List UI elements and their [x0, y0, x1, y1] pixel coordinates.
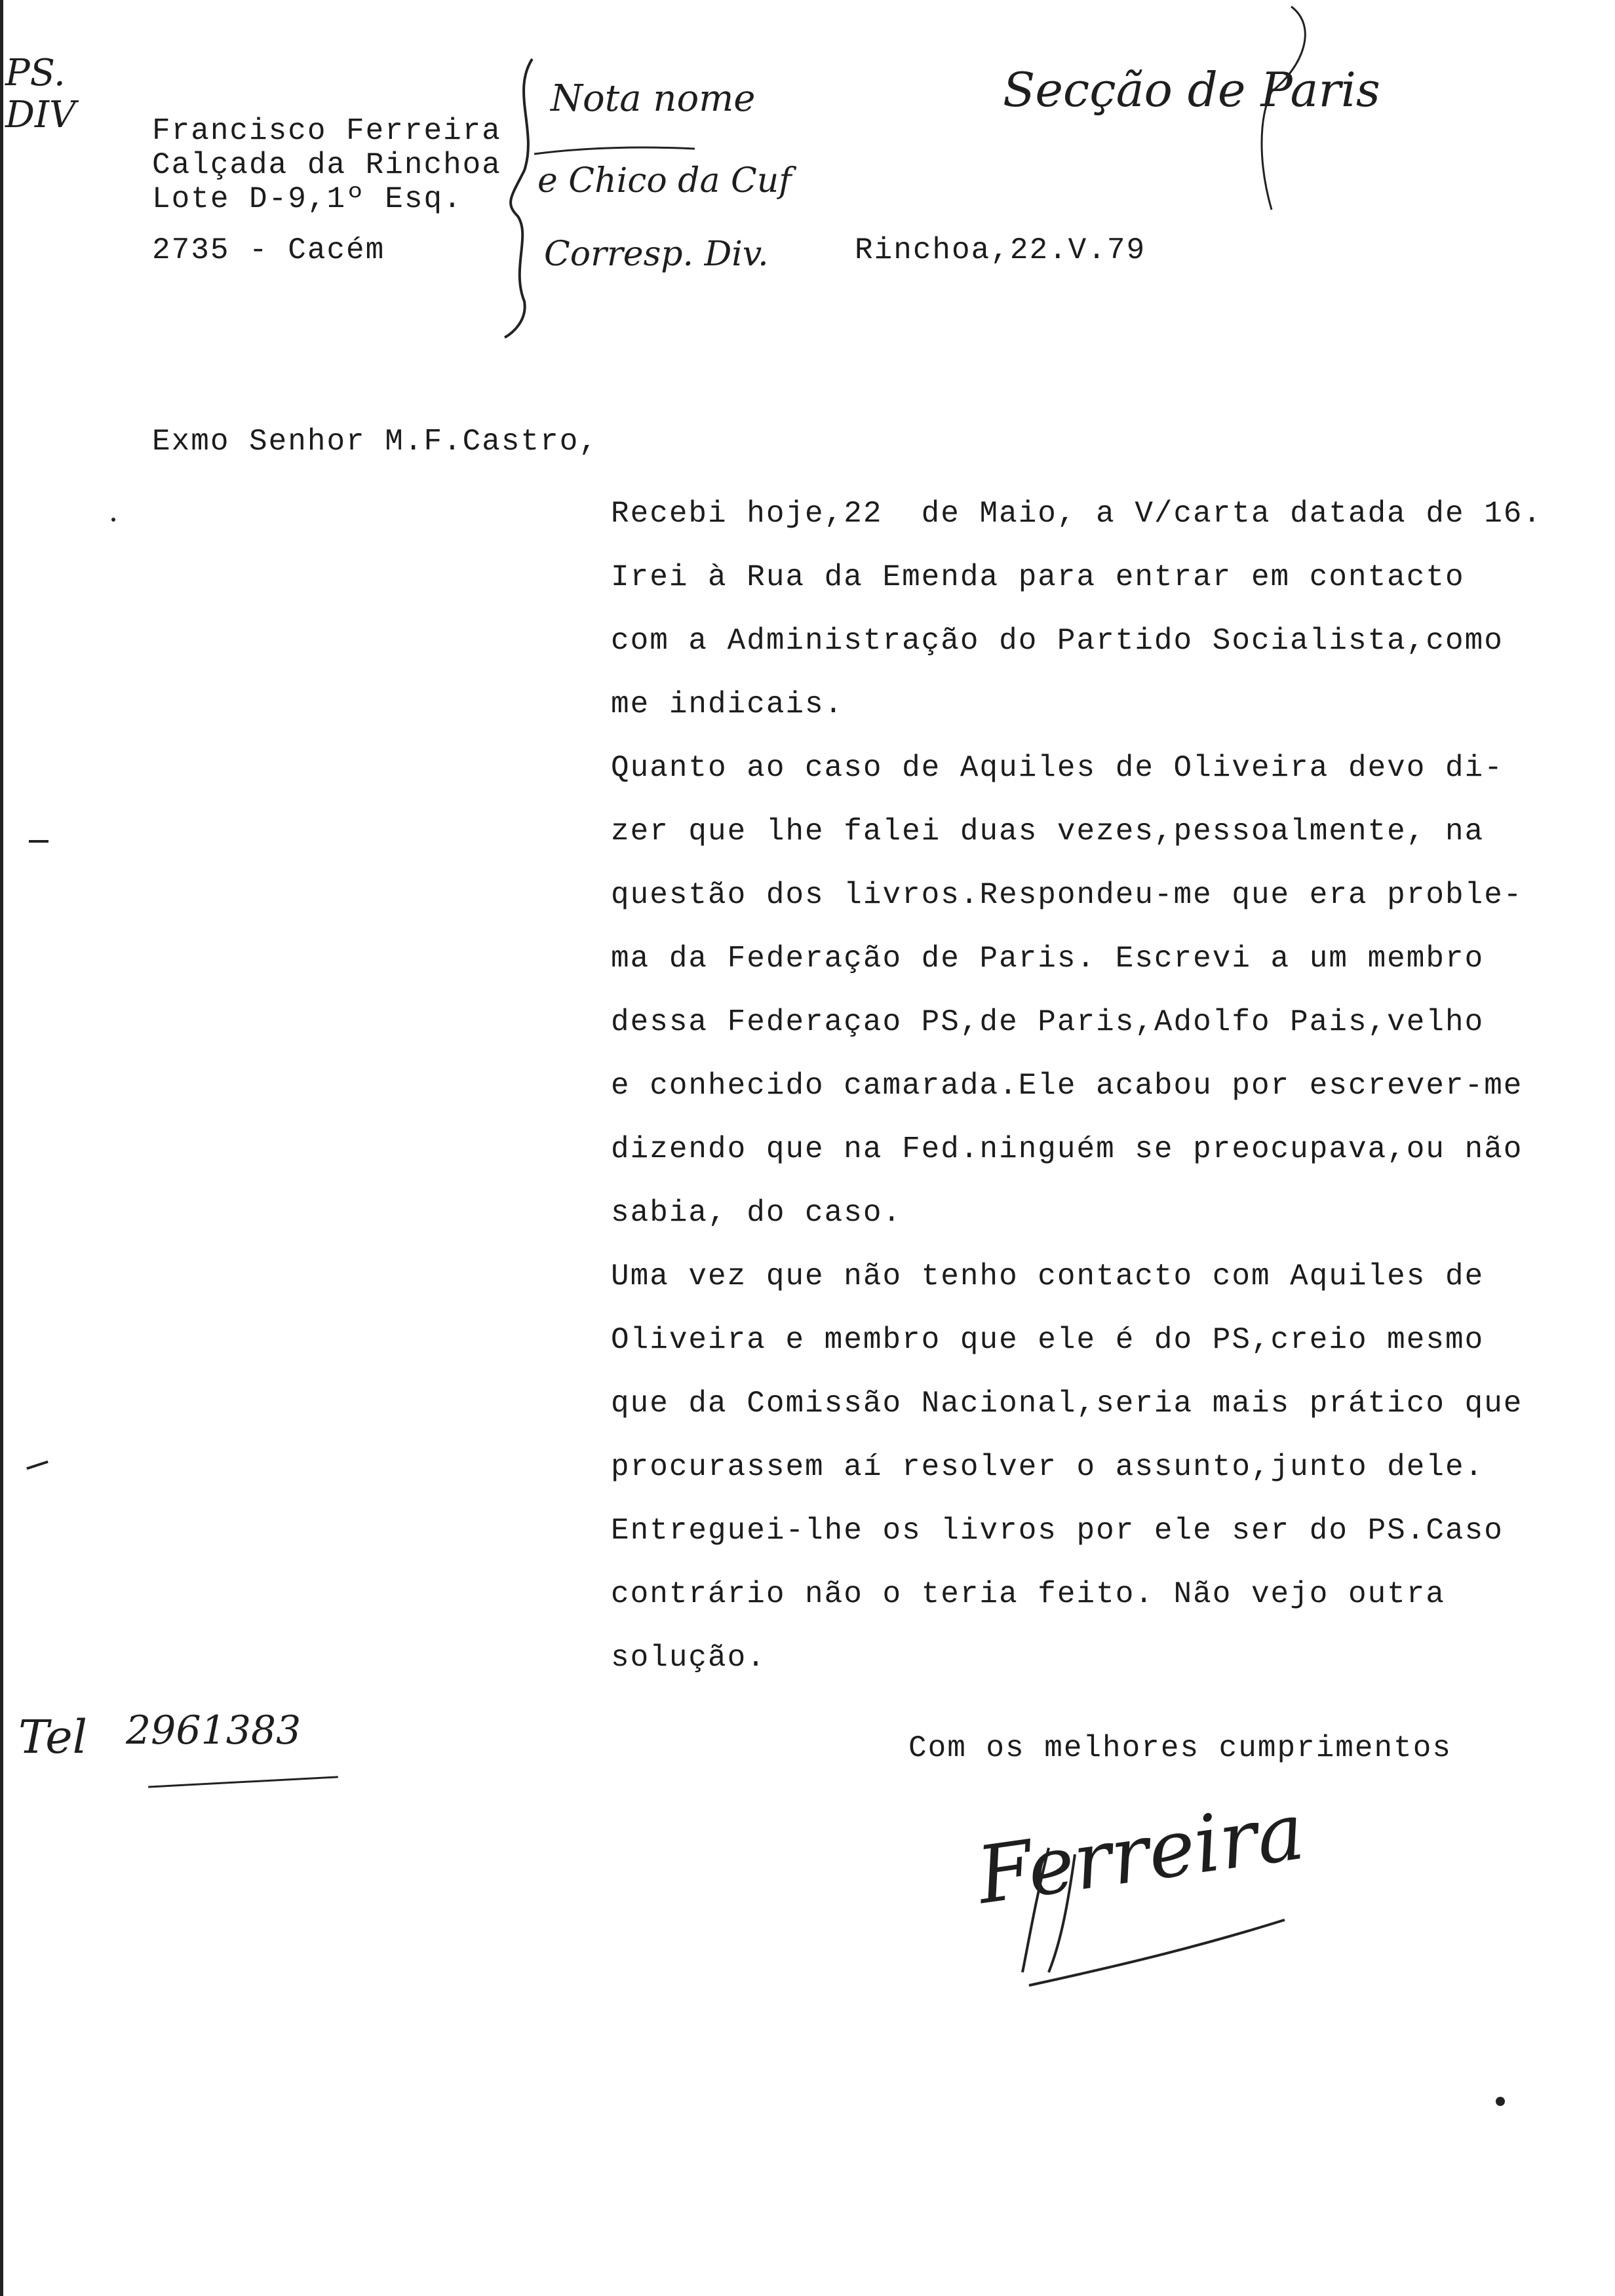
- sender-postal: 2735 - Cacém: [152, 233, 385, 267]
- body-line: Uma vez que não tenho contacto com Aquiles de: [611, 1259, 1485, 1293]
- body-line: ma da Federação de Paris. Escrevi a um membro: [611, 942, 1485, 976]
- body-line: dessa Federaçao PS,de Paris,Adolfo Pais,velho: [611, 1005, 1485, 1039]
- section-paris-note: Secção de Paris: [1003, 62, 1380, 117]
- body-line: com a Administração do Partido Socialista,como: [611, 624, 1504, 658]
- body-line: dizendo que na Fed.ninguém se preocupava,ou não: [611, 1132, 1523, 1166]
- margin-dot: [111, 518, 115, 522]
- body-line: me indicais.: [611, 687, 844, 721]
- body-line: Entreguei-lhe os livros por ele ser do PS.Caso: [611, 1514, 1504, 1548]
- body-line: sabia, do caso.: [611, 1196, 903, 1230]
- place-date: Rinchoa,22.V.79: [855, 233, 1146, 267]
- body-line: Quanto ao caso de Aquiles de Oliveira devo di-: [611, 751, 1504, 785]
- page-edge: [0, 0, 3, 2296]
- body-line: zer que lhe falei duas vezes,pessoalmente, na: [611, 814, 1485, 849]
- salutation: Exmo Senhor M.F.Castro,: [152, 425, 598, 459]
- tel-number: 2961383: [126, 1708, 302, 1753]
- body-line: contrário não o teria feito. Não vejo outra: [611, 1577, 1445, 1611]
- note-name: Nota nome: [551, 77, 756, 120]
- corner-annotation: PS. DIV: [5, 52, 76, 136]
- body-line: Recebi hoje,22 de Maio, a V/carta datada de 16.: [611, 497, 1543, 531]
- body-line: que da Comissão Nacional,seria mais prático que: [611, 1387, 1523, 1421]
- body-line: procurassem aí resolver o assunto,junto dele.: [611, 1450, 1485, 1484]
- sender-lot: Lote D-9,1º Esq.: [152, 182, 463, 216]
- section-paris-stroke: [1245, 0, 1344, 223]
- body-line: questão dos livros.Respondeu-me que era proble-: [611, 878, 1523, 912]
- tel-label: Tel: [18, 1710, 88, 1764]
- body-line: solução.: [611, 1641, 766, 1675]
- body-line: e conhecido camarada.Ele acabou por escrever-me: [611, 1069, 1523, 1103]
- sender-street: Calçada da Rinchoa: [152, 148, 501, 182]
- corner-dot: [1496, 2097, 1505, 2106]
- signature: Ferreira: [971, 1786, 1310, 1923]
- sender-name: Francisco Ferreira: [152, 114, 501, 148]
- body-line: Irei à Rua da Emenda para entrar em contacto: [611, 560, 1465, 594]
- note-underline: [531, 141, 701, 161]
- body-line: Oliveira e membro que ele é do PS,creio mesmo: [611, 1323, 1485, 1357]
- note-corresp: Corresp. Div.: [544, 235, 769, 274]
- margin-dash: [26, 1461, 49, 1470]
- margin-dash: [29, 840, 49, 843]
- tel-underline: [148, 1776, 338, 1788]
- closing: Com os melhores cumprimentos: [908, 1731, 1452, 1765]
- signature-flourish: [1009, 1822, 1350, 1992]
- note-chico: e Chico da Cuf: [537, 161, 792, 201]
